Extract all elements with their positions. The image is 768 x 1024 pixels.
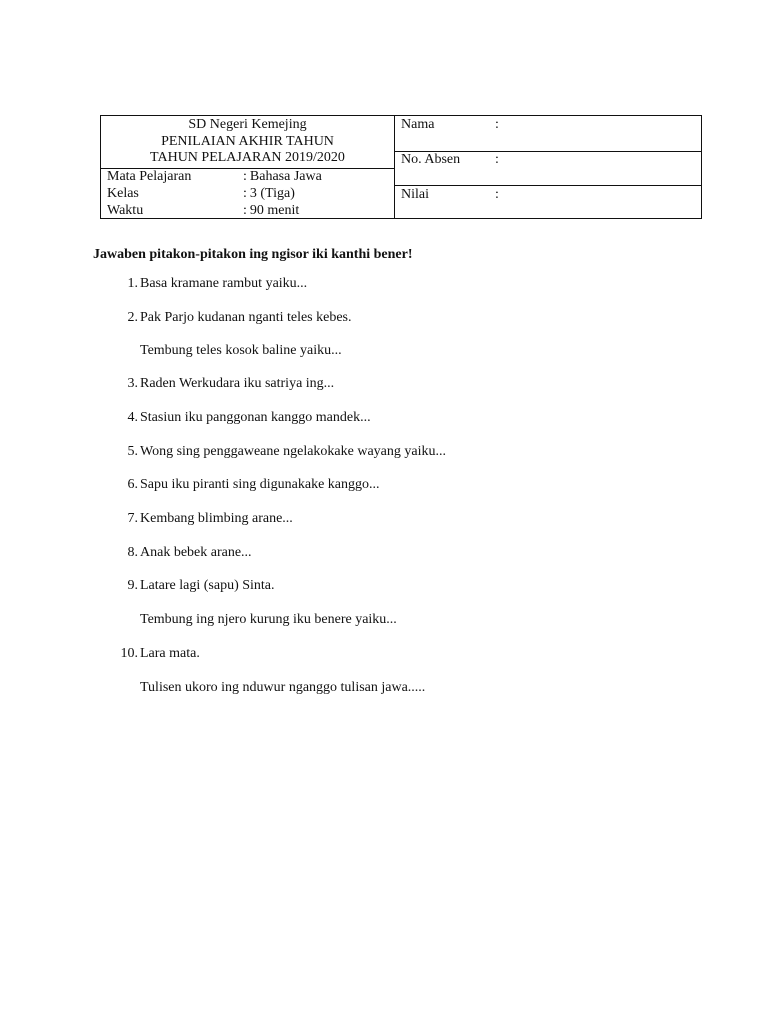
question-subtext: Tembung teles kosok baline yaiku... <box>140 343 342 358</box>
header-left-column <box>101 116 395 218</box>
question-number: 6. <box>127 477 138 492</box>
field-colon: : <box>495 117 499 132</box>
info-row-subject: Mata Pelajaran : Bahasa Jawa <box>107 169 322 184</box>
absence-number-field[interactable] <box>395 151 701 186</box>
question-number: 8. <box>127 545 138 560</box>
question-number: 4. <box>127 410 138 425</box>
question-text: Pak Parjo kudanan nganti teles kebes. <box>140 310 352 325</box>
field-label: Nama <box>401 117 435 132</box>
info-label: Kelas <box>107 186 139 201</box>
question-text: Basa kramane rambut yaiku... <box>140 276 308 291</box>
header-right-column <box>395 116 701 218</box>
question-text: Raden Werkudara iku satriya ing... <box>140 376 335 391</box>
info-value: 90 menit <box>249 203 300 218</box>
field-colon: : <box>495 187 499 202</box>
school-name: SD Negeri Kemejing <box>188 117 307 132</box>
name-field[interactable] <box>395 116 701 152</box>
info-label: Waktu <box>107 203 144 218</box>
exam-title: PENILAIAN AKHIR TAHUN <box>161 133 334 149</box>
question-number: 10. <box>120 646 138 661</box>
question-number: 2. <box>127 310 138 325</box>
question-subtext: Tulisen ukoro ing nduwur nganggo tulisan jawa..... <box>140 680 426 695</box>
school-title-block <box>101 116 394 169</box>
question-subtext: Tembung ing njero kurung iku benere yaiku... <box>140 612 397 627</box>
question-text: Latare lagi (sapu) Sinta. <box>140 578 275 593</box>
info-label: Mata Pelajaran <box>107 169 192 184</box>
question-number: 7. <box>127 511 138 526</box>
info-value: Bahasa Jawa <box>249 169 322 184</box>
question-text: Wong sing penggaweane ngelakokake wayang yaiku... <box>140 444 446 459</box>
field-colon: : <box>495 152 499 167</box>
question-text: Stasiun iku panggonan kanggo mandek... <box>140 410 371 425</box>
info-value: 3 (Tiga) <box>249 186 295 201</box>
question-text: Anak bebek arane... <box>140 545 252 560</box>
question-number: 5. <box>127 444 138 459</box>
school-year: TAHUN PELAJARAN 2019/2020 <box>150 150 345 165</box>
question-number: 9. <box>127 578 138 593</box>
question-text: Sapu iku piranti sing digunakake kanggo... <box>140 477 380 492</box>
question-text: Kembang blimbing arane... <box>140 511 293 526</box>
score-field[interactable] <box>395 186 701 218</box>
field-label: No. Absen <box>401 152 461 167</box>
field-label: Nilai <box>401 187 429 202</box>
question-number: 3. <box>127 376 138 391</box>
instruction-text: Jawaben pitakon-pitakon ing ngisor iki kanthi bener! <box>93 247 413 262</box>
question-text: Lara mata. <box>140 646 200 661</box>
subject-info-block <box>101 169 394 220</box>
info-row-time: Waktu : 90 menit <box>107 203 300 218</box>
exam-header-table <box>100 115 702 219</box>
question-number: 1. <box>127 276 138 291</box>
info-row-class: Kelas : 3 (Tiga) <box>107 186 295 201</box>
